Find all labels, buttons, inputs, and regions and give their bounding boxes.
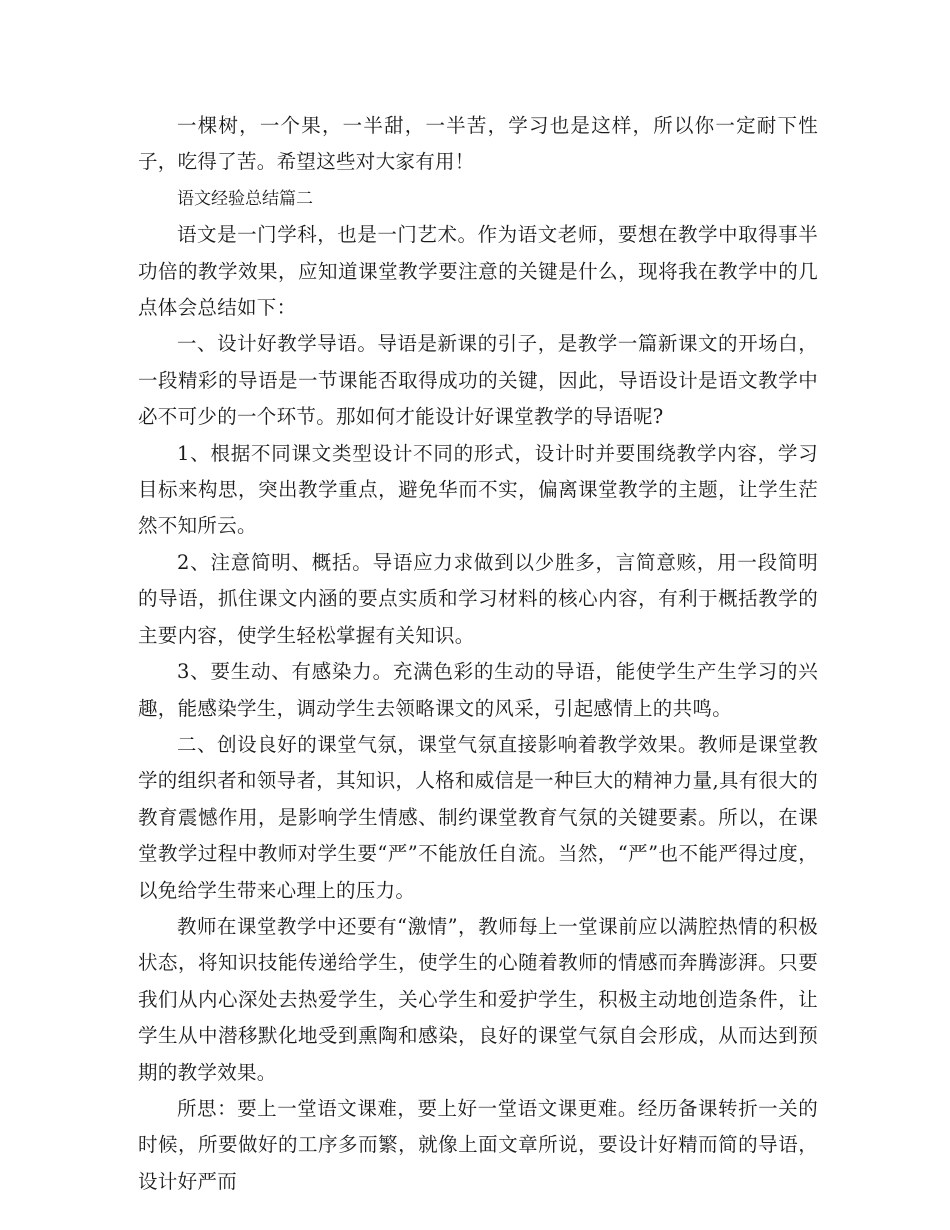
paragraph-point-one: 一、设计好教学导语。导语是新课的引子，是教学一篇新课文的开场白，一段精彩的导语是一节课能否取得成功的关键，因此，导语设计是语文教学中必不可少的一个环节。那如何才能设计好课堂教学的导语呢? [138,332,818,429]
paragraph-intro-closing: 一棵树，一个果，一半甜，一半苦，学习也是这样，所以你一定耐下性子，吃得了苦。希望这些对大家有用！ [138,114,818,174]
document-body [138,108,818,1200]
paragraph-reflection: 所思：要上一堂语文课难，要上好一堂语文课更难。经历备课转折一关的时候，所要做好的工序多而繁，就像上面文章所说，要设计好精而简的导语，设计好严而 [138,1096,818,1193]
section-heading: 语文经验总结篇二 [177,188,313,209]
paragraph-subpoint-2: 2、注意简明、概括。导语应力求做到以少胜多，言简意赅，用一段简明的导语，抓住课文内涵的要点实质和学习材料的核心内容，有利于概括教学的主要内容，使学生轻松掌握有关知识。 [138,550,818,647]
paragraph-overview: 语文是一门学科，也是一门艺术。作为语文老师，要想在教学中取得事半功倍的教学效果，应知道课堂教学要注意的关键是什么，现将我在教学中的几点体会总结如下： [138,223,818,320]
paragraph-subpoint-1: 1、根据不同课文类型设计不同的形式，设计时并要围绕教学内容，学习目标来构思，突出教学重点，避免华而不实，偏离课堂教学的主题，让学生茫然不知所云。 [138,441,818,538]
paragraph-subpoint-3: 3、要生动、有感染力。充满色彩的生动的导语，能使学生产生学习的兴趣，能感染学生，调动学生去领略课文的风采，引起感情上的共鸣。 [138,660,818,720]
paragraph-passion: 教师在课堂教学中还要有“激情”，教师每上一堂课前应以满腔热情的积极状态，将知识技能传递给学生，使学生的心随着教师的情感而奔腾澎湃。只要我们从内心深处去热爱学生，关心学生和爱护学生，积极主动地创造条件，让学生从中潜移默化地受到熏陶和感染，良好的课堂气氛自会形成，从而达到预期的教学效果。 [138,914,818,1084]
paragraph-point-two: 二、创设良好的课堂气氛，课堂气氛直接影响着教学效果。教师是课堂教学的组织者和领导者，其知识，人格和威信是一种巨大的精神力量,具有很大的教育震憾作用，是影响学生情感、制约课堂教育气氛的关键要素。所以，在课堂教学过程中教师对学生要“严”不能放任自流。当然，“严”也不能严得过度，以免给学生带来心理上的压力。 [138,732,818,902]
